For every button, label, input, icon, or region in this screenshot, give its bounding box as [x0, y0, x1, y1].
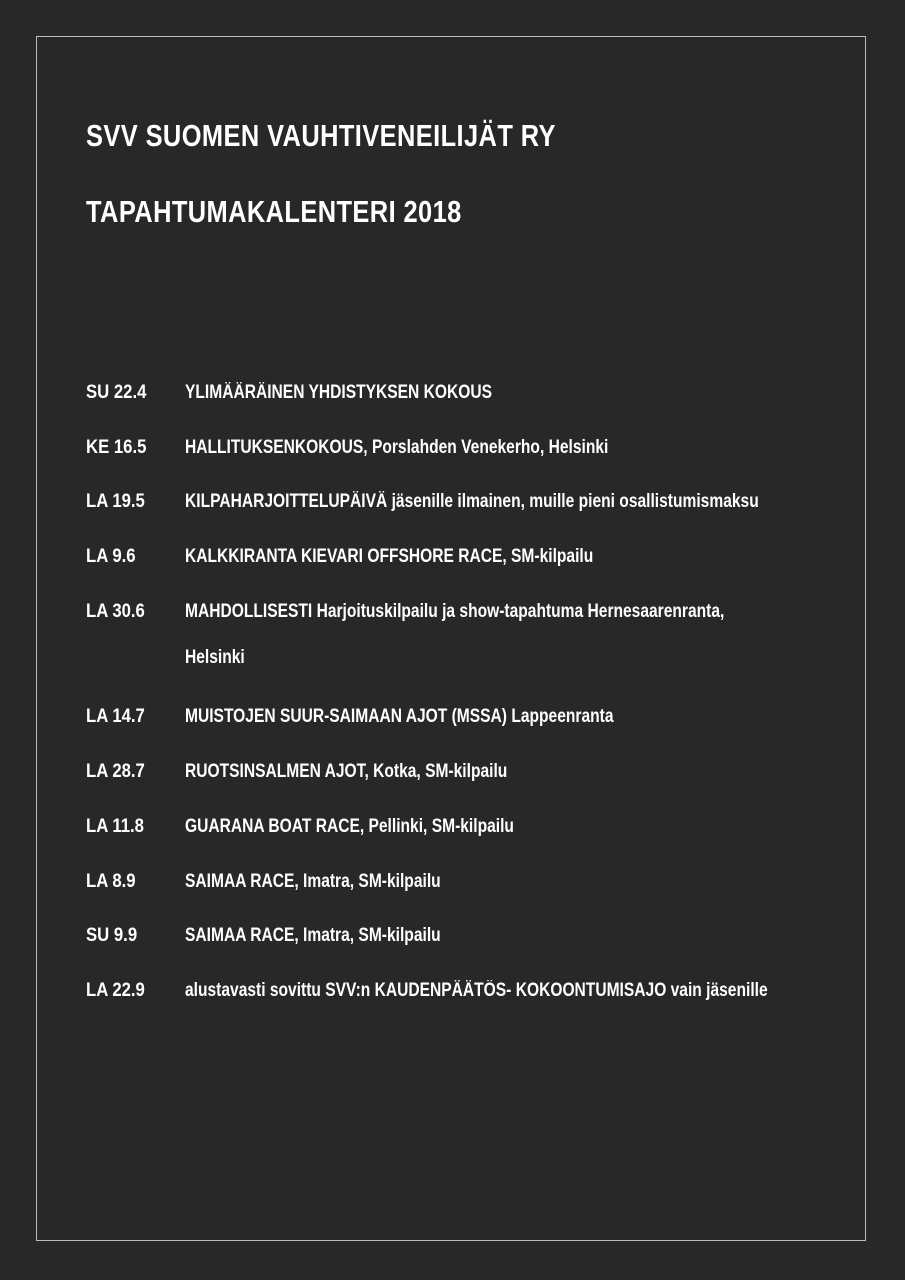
event-date: LA 19.5 [86, 491, 145, 513]
event-description-text: MAHDOLLISESTI Harjoituskilpailu ja show-tapahtuma Hernesaarenranta, Helsinki [185, 600, 725, 668]
event-item [86, 483, 846, 520]
event-date: KE 16.5 [86, 436, 147, 458]
event-item [86, 863, 846, 900]
event-date: LA 30.6 [86, 600, 145, 622]
event-description: KILPAHARJOITTELUPÄIVÄ jäsenille ilmainen, muille pieni osallistumismaksu [185, 491, 759, 513]
event-item [86, 808, 846, 845]
event-item [86, 429, 846, 466]
event-description: GUARANA BOAT RACE, Pellinki, SM-kilpailu [185, 815, 514, 837]
event-item [86, 753, 846, 790]
event-description: alustavasti sovittu SVV:n KAUDENPÄÄTÖS- KOKOONTUMISAJO vain jäsenille [185, 979, 768, 1001]
organization-title: SVV SUOMEN VAUHTIVENEILIJÄT RY [86, 118, 556, 153]
event-description: YLIMÄÄRÄINEN YHDISTYKSEN KOKOUS [185, 382, 493, 403]
event-item [86, 374, 846, 411]
event-description: MUISTOJEN SUUR-SAIMAAN AJOT (MSSA) Lappeenranta [185, 706, 614, 728]
event-date: SU 22.4 [86, 382, 147, 403]
event-description: SAIMAA RACE, Imatra, SM-kilpailu [185, 870, 441, 892]
event-item [86, 917, 846, 954]
event-date: LA 9.6 [86, 546, 136, 568]
event-date: LA 8.9 [86, 870, 136, 892]
event-date: LA 22.9 [86, 979, 145, 1001]
event-date: LA 28.7 [86, 761, 145, 783]
event-item [86, 593, 846, 681]
event-description: RUOTSINSALMEN AJOT, Kotka, SM-kilpailu [185, 761, 508, 783]
event-description: KALKKIRANTA KIEVARI OFFSHORE RACE, SM-kilpailu [185, 546, 594, 568]
event-date: LA 11.8 [86, 815, 144, 837]
event-description: SAIMAA RACE, Imatra, SM-kilpailu [185, 925, 441, 947]
event-item [86, 538, 846, 575]
event-description [185, 593, 767, 681]
event-list [86, 374, 846, 1027]
event-date: LA 14.7 [86, 706, 145, 728]
event-description: HALLITUKSENKOKOUS, Porslahden Venekerho, Helsinki [185, 436, 609, 458]
calendar-title: TAPAHTUMAKALENTERI 2018 [86, 194, 462, 229]
event-date: SU 9.9 [86, 925, 138, 947]
event-item [86, 972, 846, 1009]
event-item [86, 698, 846, 735]
